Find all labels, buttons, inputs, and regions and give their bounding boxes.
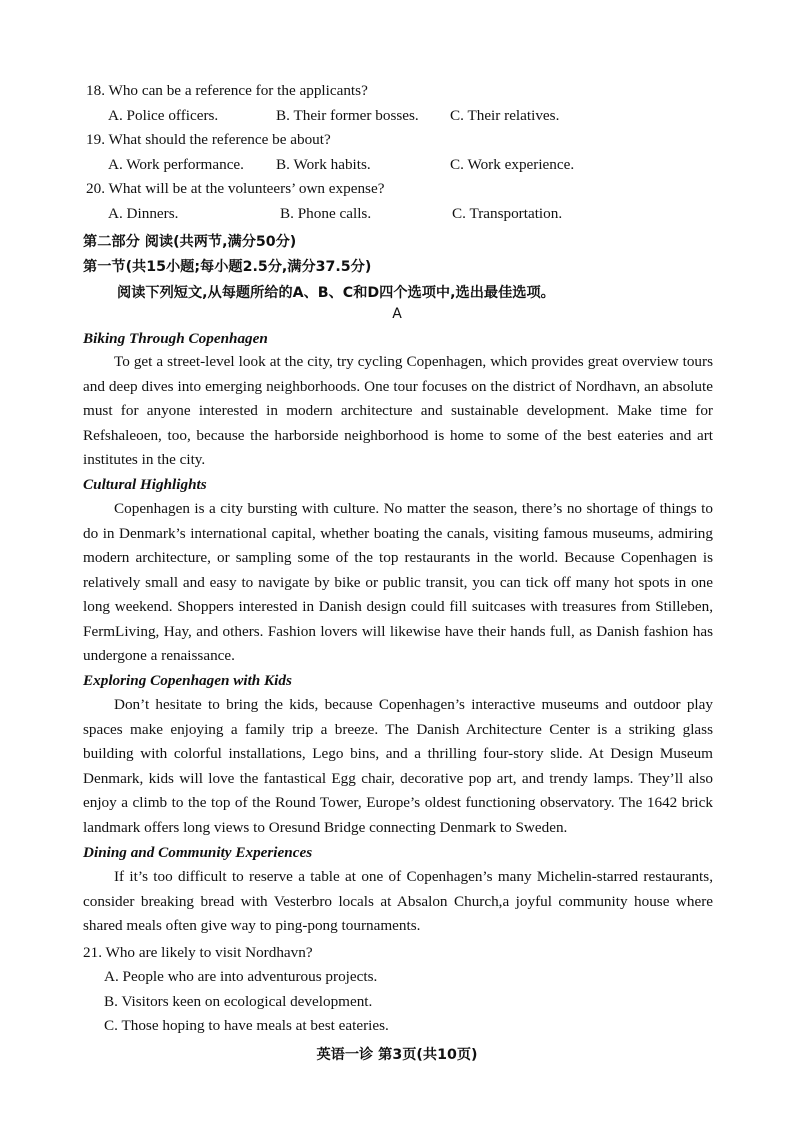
passage-paragraph-kids: Don’t hesitate to bring the kids, because Copenhagen’s interactive museums and outdoor play spaces make enjoying a family trip a breeze. The Danish Architecture Center is a striking glass building with colorful installations, Lego bins, and a thrilling four-story slide. At Design Museum Denmark, kids will love the fantastical Egg chair, decorative pop art, and trendy lamps. They’ll also enjoy a climb to the top of the Round Tower, Europe’s oldest functioning observatory. The 1642 brick landmark offers long views to Oresund Bridge connecting Denmark to Sweden. xyxy=(83,696,713,836)
passage-paragraph-culture: Copenhagen is a city bursting with culture. No matter the season, there’s no shortage of things to do in Denmark’s international capital, whether boating the canals, visiting famous museums, admiring modern architecture, or sampling some of the top restaurants in the world. Because Copenhagen is relatively small and easy to navigate by bike or public transit, you can tick off many hot spots in one long weekend. Shoppers interested in Danish design could fill suitcases with treasures from Stilleben, FermLiving, Hay, and others. Fashion lovers will likewise have their hands full, as Danish fashion has undergone a renaissance. xyxy=(83,500,713,664)
passage-letter: A xyxy=(392,306,402,322)
passage-heading-kids: Exploring Copenhagen with Kids xyxy=(83,672,292,689)
question-19-stem: 19. What should the reference be about? xyxy=(86,131,331,148)
question-18-option-c: C. Their relatives. xyxy=(450,107,560,124)
question-21-option-b: B. Visitors keen on ecological development. xyxy=(104,993,373,1010)
question-20-option-a: A. Dinners. xyxy=(108,205,179,222)
question-21-stem: 21. Who are likely to visit Nordhavn? xyxy=(83,944,313,961)
question-18-stem: 18. Who can be a reference for the applicants? xyxy=(86,82,368,99)
part-title: 第二部分 阅读(共两节,满分50分) xyxy=(83,234,297,250)
section-subtitle: 第一节(共15小题;每小题2.5分,满分37.5分) xyxy=(83,259,372,275)
question-20-option-c: C. Transportation. xyxy=(452,205,563,222)
passage-heading-culture: Cultural Highlights xyxy=(83,476,207,493)
instruction: 阅读下列短文,从每题所给的A、B、C和D四个选项中,选出最佳选项。 xyxy=(117,285,555,301)
passage-paragraph-biking: To get a street-level look at the city, try cycling Copenhagen, which provides great overview tours and deep dives into emerging neighborhoods. One tour focuses on the district of Nordhavn, an absolute must for anyone interested in modern architecture and sustainable development. Make time for Refshaleoen, too, because the harborside neighborhood is home to some of the best eateries and art institutes in the city. xyxy=(83,353,713,468)
passage-heading-dining: Dining and Community Experiences xyxy=(83,844,313,861)
question-19-option-b: B. Work habits. xyxy=(276,156,371,173)
passage-heading-biking: Biking Through Copenhagen xyxy=(83,330,268,347)
question-19-option-c: C. Work experience. xyxy=(450,156,575,173)
question-18-option-a: A. Police officers. xyxy=(108,107,219,124)
question-20-option-b: B. Phone calls. xyxy=(280,205,372,222)
question-21-option-c: C. Those hoping to have meals at best eateries. xyxy=(104,1017,389,1034)
question-21-option-a: A. People who are into adventurous projects. xyxy=(104,968,378,985)
question-18-option-b: B. Their former bosses. xyxy=(276,107,419,124)
page-footer: 英语一诊 第3页(共10页) xyxy=(316,1047,478,1063)
question-20-stem: 20. What will be at the volunteers’ own expense? xyxy=(86,180,385,197)
question-19-option-a: A. Work performance. xyxy=(108,156,244,173)
passage-paragraph-dining: If it’s too difficult to reserve a table at one of Copenhagen’s many Michelin-starred restaurants, consider breaking bread with Vesterbro locals at Absalon Church,a joyful community house where shared meals often give way to ping-pong tournaments. xyxy=(83,868,713,934)
